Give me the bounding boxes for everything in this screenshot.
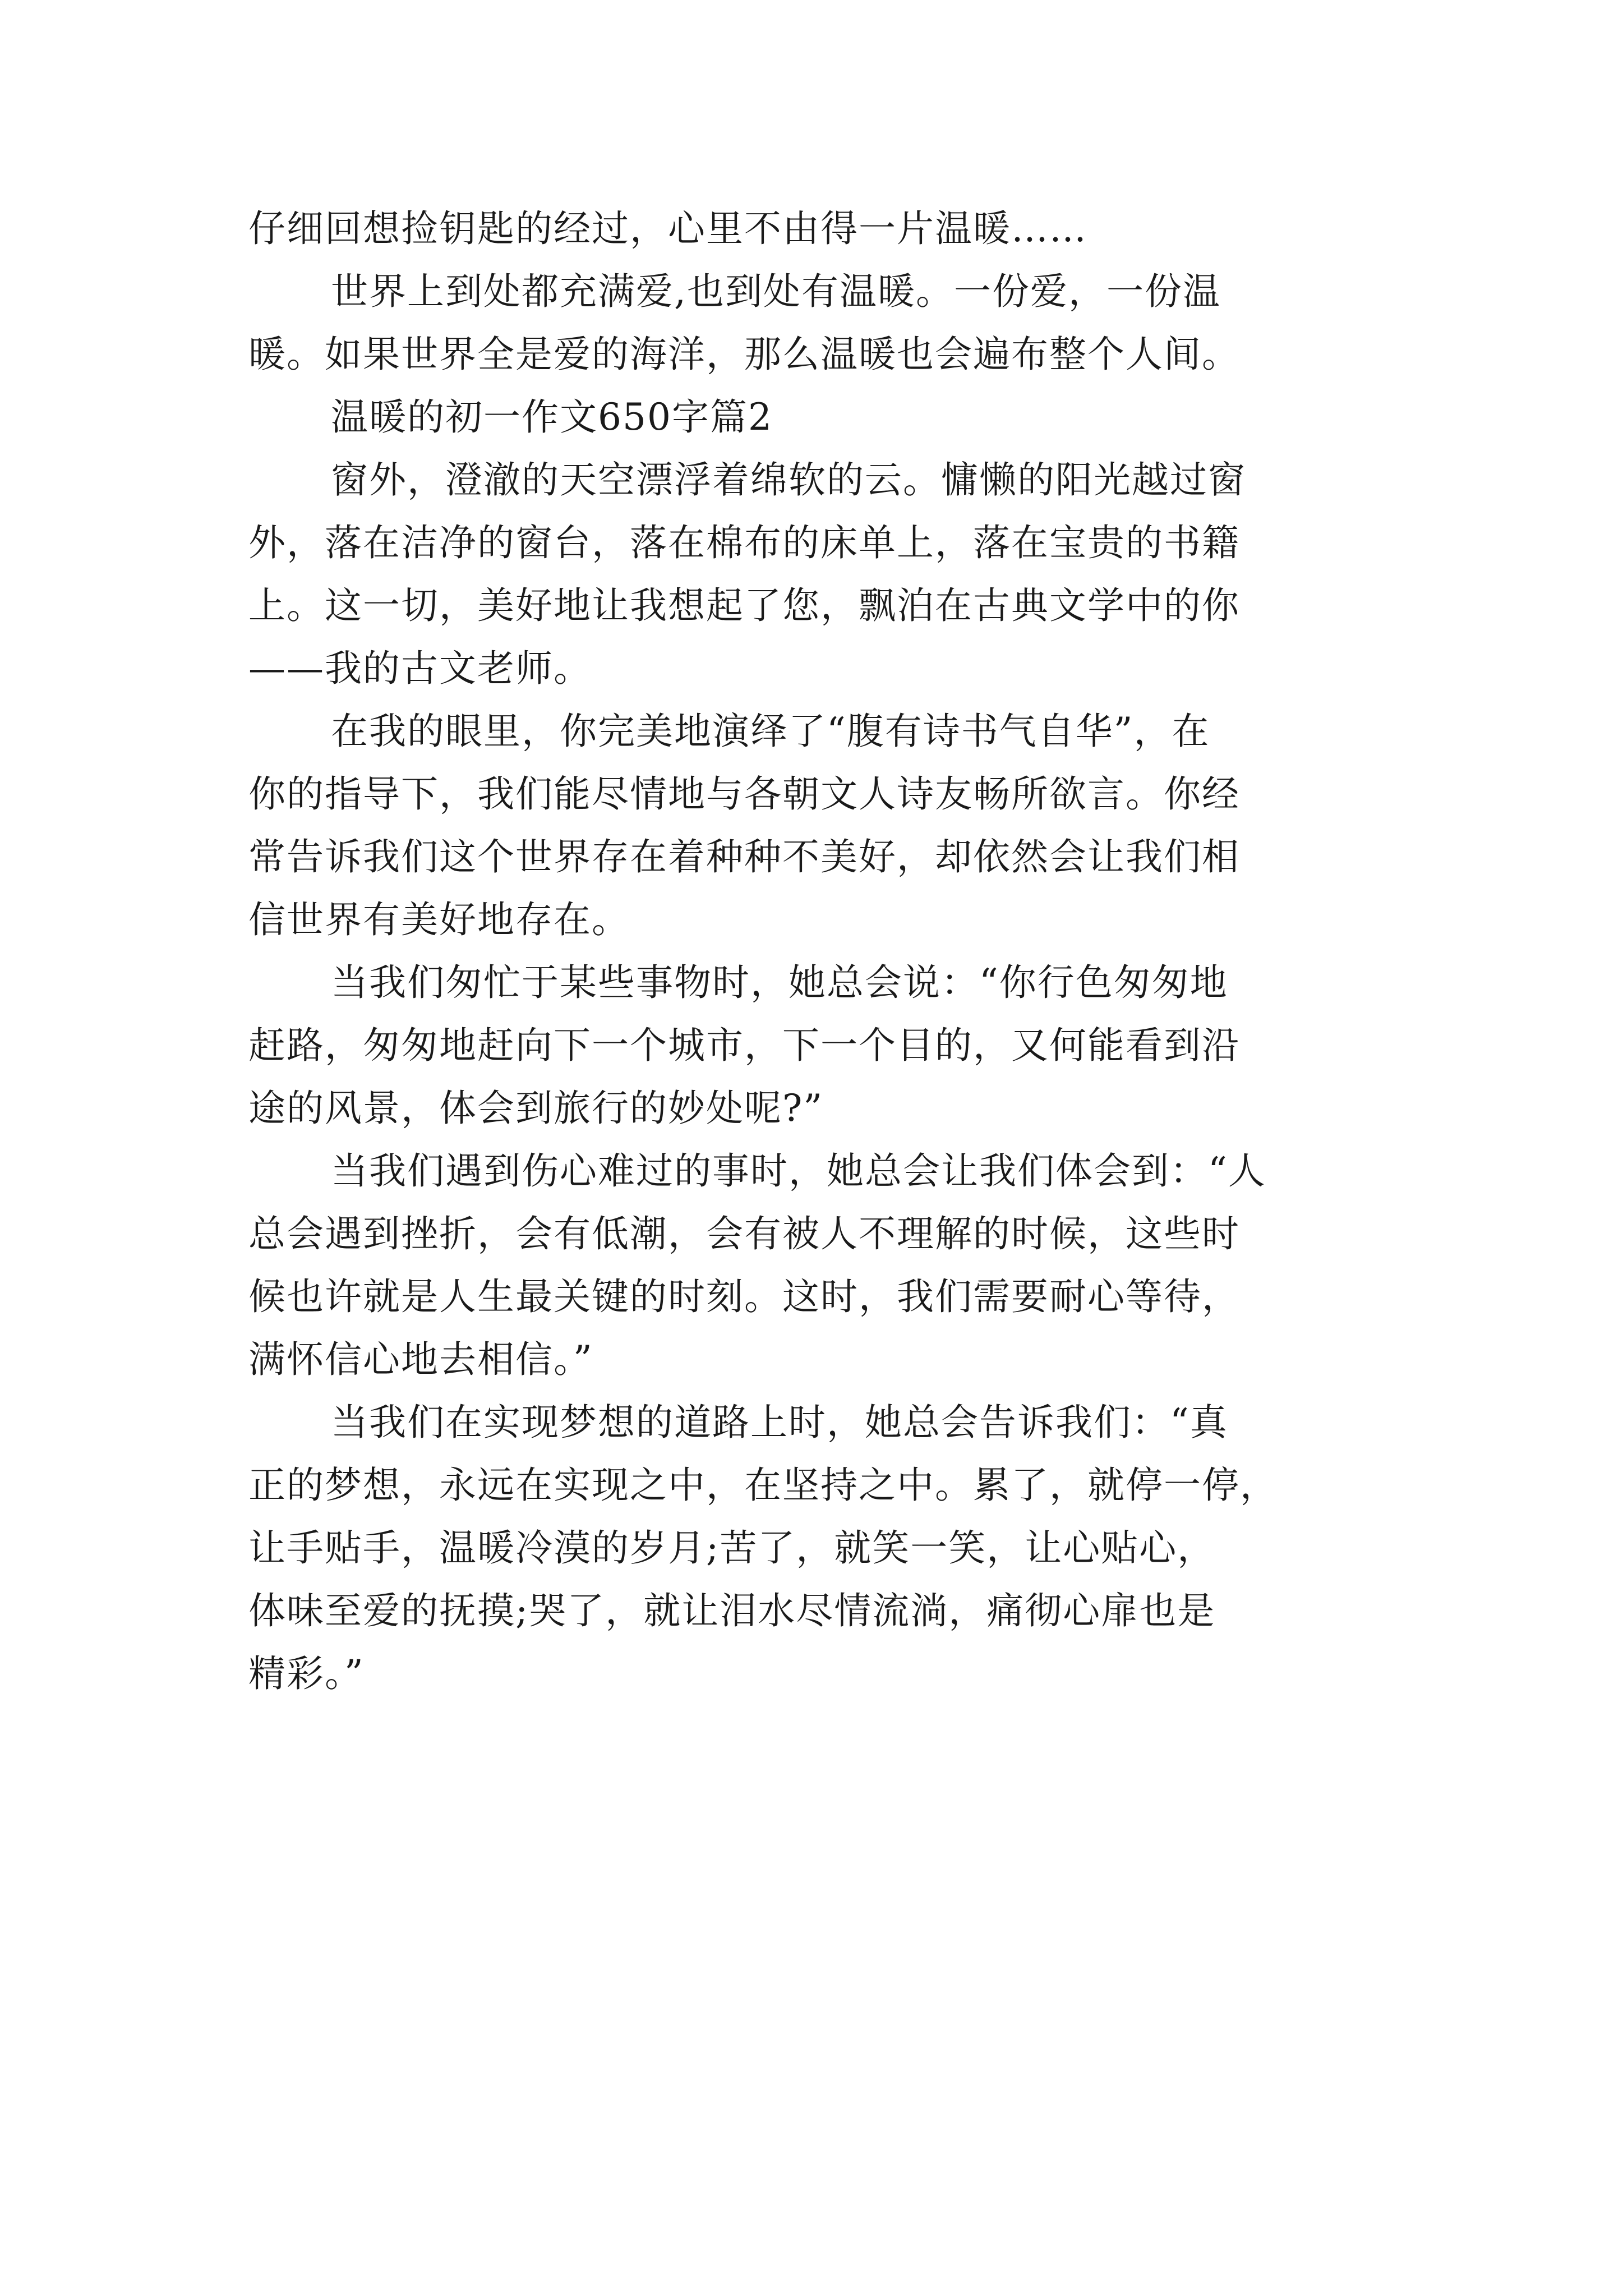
text-line: 精彩。” <box>248 1652 365 1695</box>
text-line: 总会遇到挫折，会有低潮，会有被人不理解的时候，这些时 <box>248 1212 1240 1255</box>
text-line: 体味至爱的抚摸;哭了，就让泪水尽情流淌，痛彻心扉也是 <box>248 1589 1216 1632</box>
paragraph-start: 当我们遇到伤心难过的事时，她总会让我们体会到：“人 <box>331 1149 1266 1193</box>
paragraph-start: 当我们在实现梦想的道路上时，她总会告诉我们：“真 <box>331 1401 1228 1444</box>
paragraph-start: 在我的眼里，你完美地演绎了“腹有诗书气自华”，在 <box>331 710 1210 753</box>
text-line: 满怀信心地去相信。” <box>248 1338 593 1381</box>
paragraph-start: 当我们匆忙于某些事物时，她总会说：“你行色匆匆地 <box>331 961 1228 1004</box>
text-line: 让手贴手，温暖冷漠的岁月;苦了，就笑一笑，让心贴心， <box>248 1526 1216 1570</box>
text-line: 你的指导下，我们能尽情地与各朝文人诗友畅所欲言。你经 <box>248 772 1240 816</box>
essay-body <box>248 209 1387 1717</box>
text-line: 仔细回想捡钥匙的经过，心里不由得一片温暖…… <box>248 207 1087 250</box>
text-line: 外，落在洁净的窗台，落在棉布的床单上，落在宝贵的书籍 <box>248 521 1240 564</box>
text-line: 常告诉我们这个世界存在着种种不美好，却依然会让我们相 <box>248 835 1240 878</box>
text-line: 候也许就是人生最关键的时刻。这时，我们需要耐心等待， <box>248 1275 1240 1318</box>
text-line: 赶路，匆匆地赶向下一个城市，下一个目的，又何能看到沿 <box>248 1024 1240 1067</box>
text-line: 信世界有美好地存在。 <box>248 898 630 941</box>
paragraph-start: 窗外，澄澈的天空漂浮着绵软的云。慵懒的阳光越过窗 <box>331 458 1246 501</box>
text-line: 上。这一切，美好地让我想起了您，飘泊在古典文学中的你 <box>248 584 1240 627</box>
text-line: 途的风景，体会到旅行的妙处呢?” <box>248 1087 824 1130</box>
section-heading: 温暖的初一作文650字篇2 <box>331 395 773 439</box>
text-line: 正的梦想，永远在实现之中，在坚持之中。累了，就停一停， <box>248 1464 1278 1507</box>
text-line: 暖。如果世界全是爱的海洋，那么温暖也会遍布整个人间。 <box>248 333 1240 376</box>
paragraph-start: 世界上到处都充满爱,也到处有温暖。一份爱，一份温 <box>331 270 1221 313</box>
text-line: ——我的古文老师。 <box>248 647 592 690</box>
